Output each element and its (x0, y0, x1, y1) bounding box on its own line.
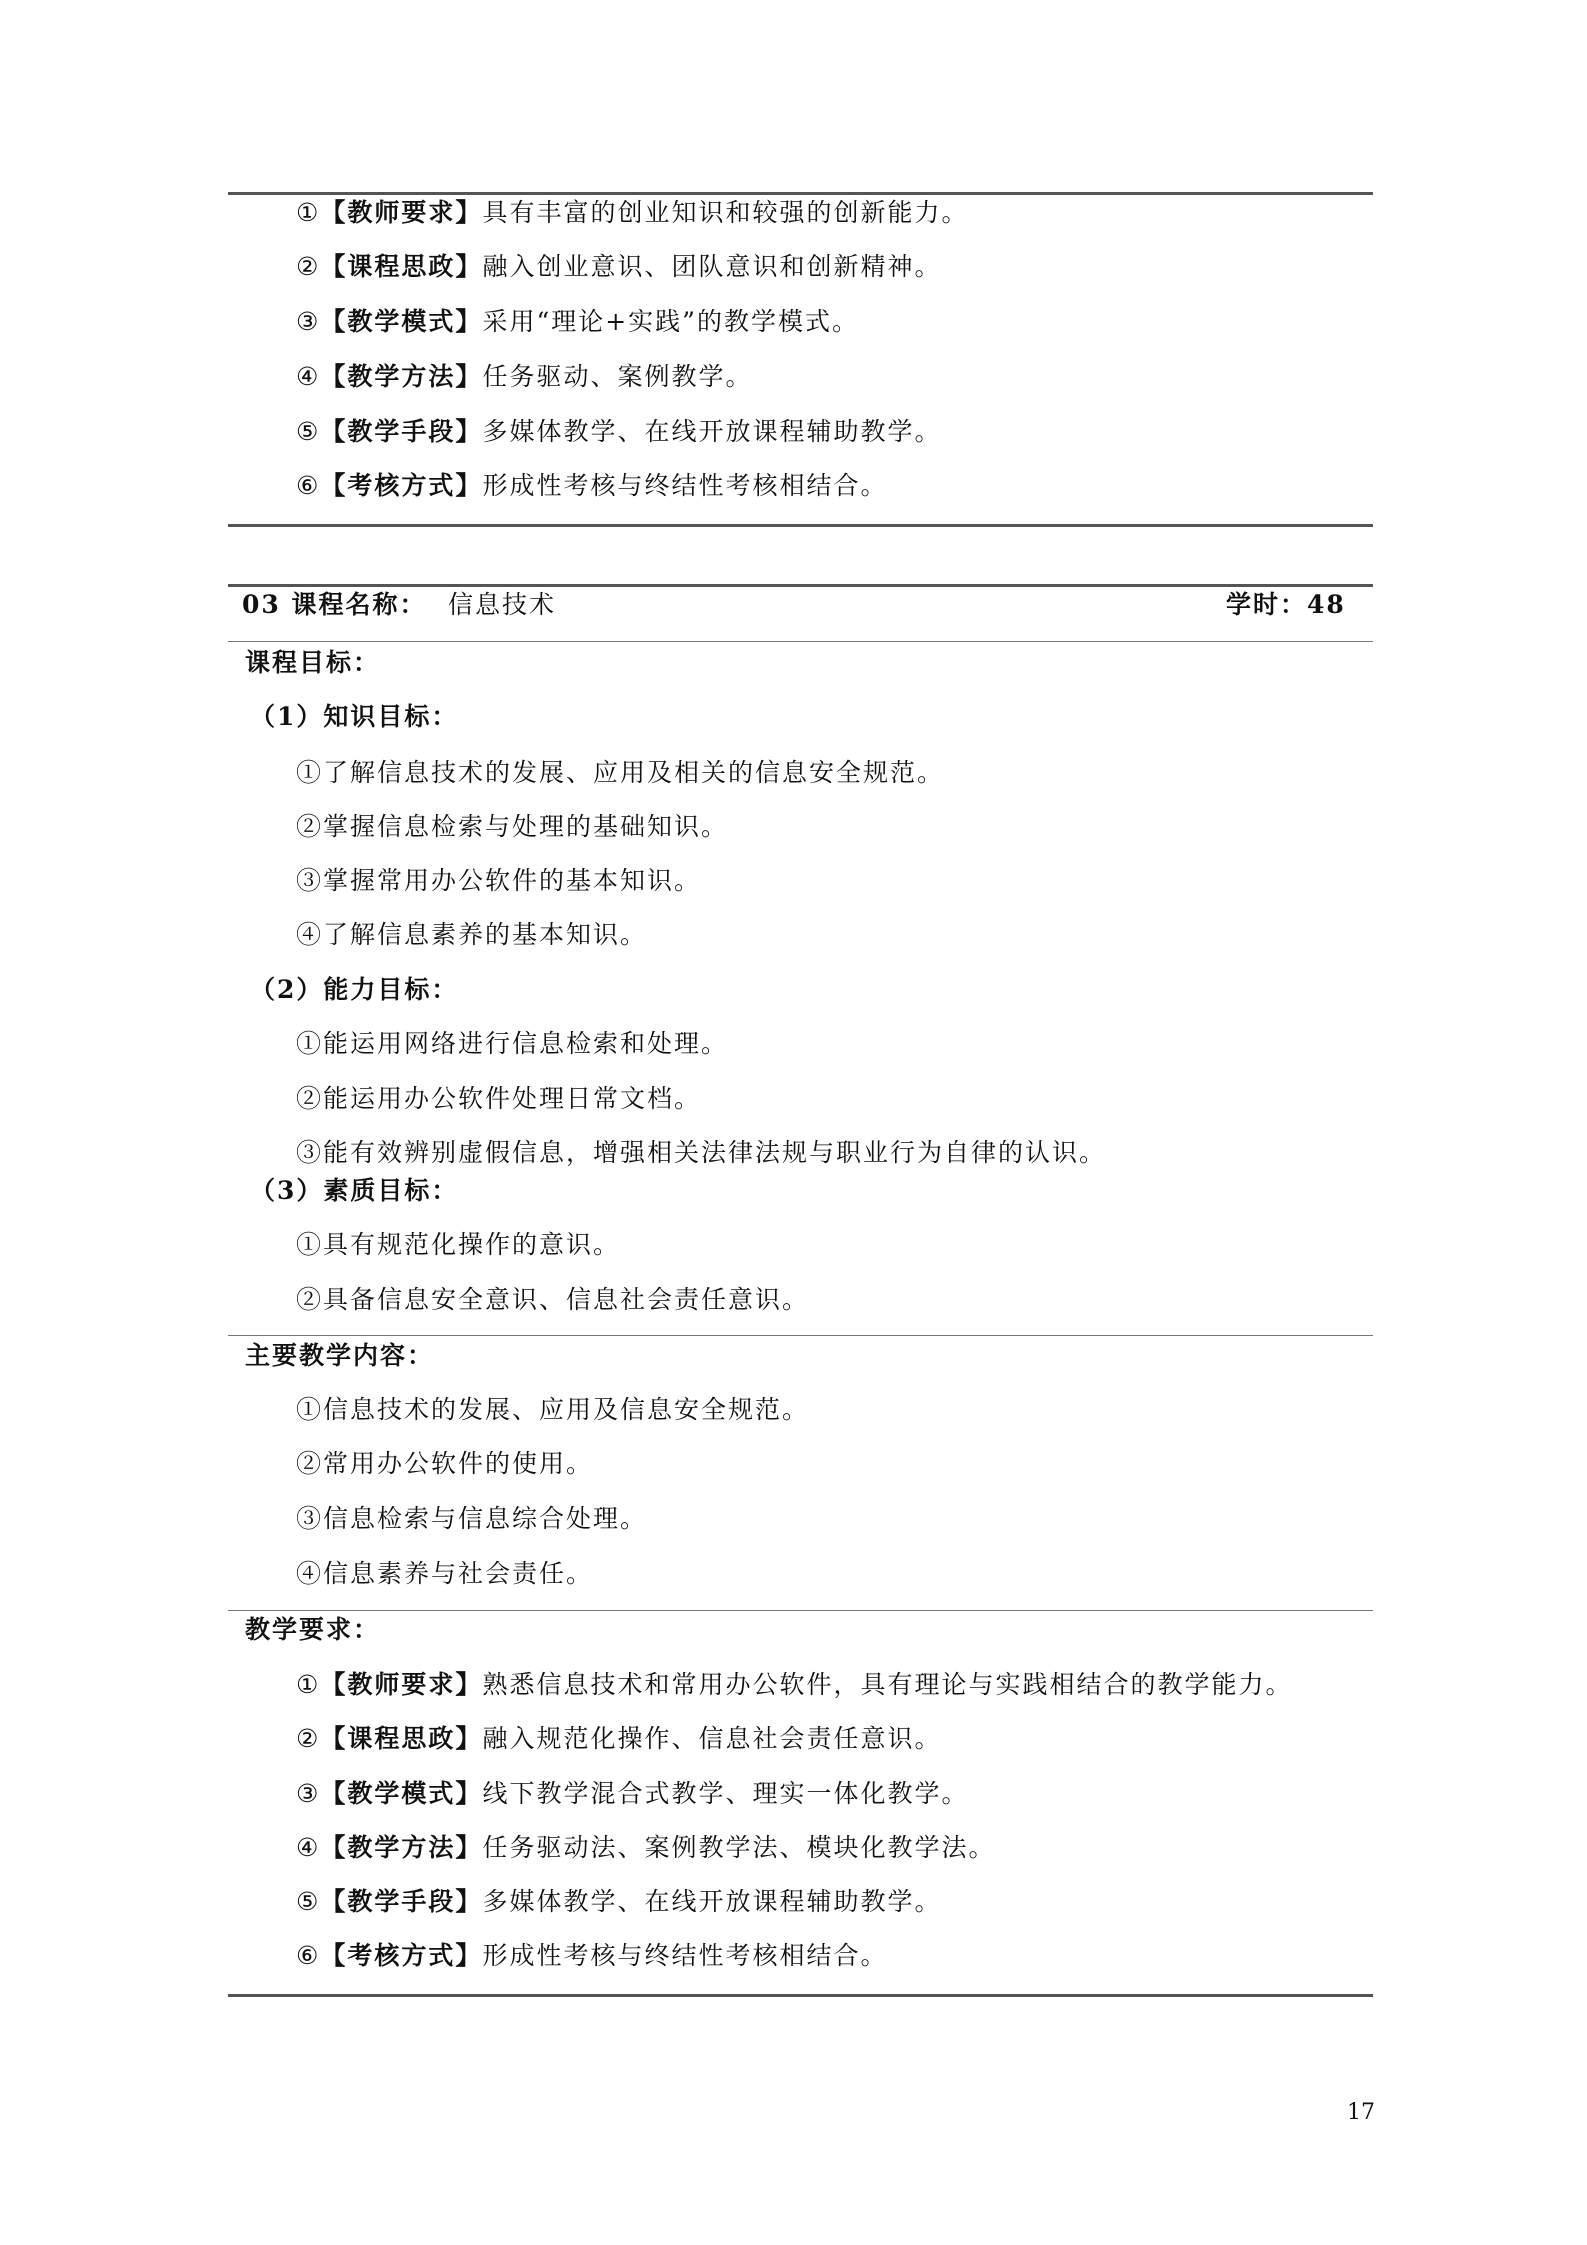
course-name: 信息技术 (448, 590, 557, 619)
requirements-heading: 教学要求： (245, 1615, 381, 1644)
ability-goal-label: （2）能力目标： (250, 975, 459, 1004)
list-item: ③能有效辨别虚假信息，增强相关法律法规与职业行为自律的认识。 (296, 1138, 1107, 1167)
list-item: ①具有规范化操作的意识。 (296, 1230, 621, 1259)
list-item: ③【教学模式】采用“理论+实践”的教学模式。 (296, 307, 859, 336)
goals-heading: 课程目标： (245, 648, 381, 677)
list-item: ⑥【考核方式】形成性考核与终结性考核相结合。 (296, 471, 888, 500)
list-item: ①了解信息技术的发展、应用及相关的信息安全规范。 (296, 758, 945, 787)
list-item: ②【课程思政】融入规范化操作、信息社会责任意识。 (296, 1724, 942, 1753)
list-item: ①信息技术的发展、应用及信息安全规范。 (296, 1395, 810, 1424)
page-number: 17 (1347, 2100, 1375, 2125)
list-item: ⑤【教学手段】多媒体教学、在线开放课程辅助教学。 (296, 417, 942, 446)
list-item: ④【教学方法】任务驱动、案例教学。 (296, 362, 753, 391)
list-item: ③信息检索与信息综合处理。 (296, 1504, 648, 1533)
list-item: ⑥【考核方式】形成性考核与终结性考核相结合。 (296, 1941, 888, 1970)
list-item: ③【教学模式】线下教学混合式教学、理实一体化教学。 (296, 1779, 969, 1808)
top-border (228, 192, 1373, 195)
row-divider (228, 1335, 1373, 1336)
list-item: ②具备信息安全意识、信息社会责任意识。 (296, 1285, 810, 1314)
list-item: ④信息素养与社会责任。 (296, 1559, 594, 1588)
list-item: ④了解信息素养的基本知识。 (296, 920, 648, 949)
block-divider (228, 524, 1373, 527)
course-top-border (228, 584, 1373, 587)
list-item: ②常用办公软件的使用。 (296, 1449, 594, 1478)
list-item: ①【教师要求】具有丰富的创业知识和较强的创新能力。 (296, 198, 969, 227)
list-item: ②掌握信息检索与处理的基础知识。 (296, 812, 729, 841)
list-item: ⑤【教学手段】多媒体教学、在线开放课程辅助教学。 (296, 1887, 942, 1916)
list-item: ②【课程思政】融入创业意识、团队意识和创新精神。 (296, 252, 942, 281)
list-item: ②能运用办公软件处理日常文档。 (296, 1084, 702, 1113)
row-divider (228, 1610, 1373, 1611)
course-hours: 学时：48 (1226, 590, 1346, 619)
list-item: ④【教学方法】任务驱动法、案例教学法、模块化教学法。 (296, 1833, 996, 1862)
quality-goal-label: （3）素质目标： (250, 1176, 459, 1205)
knowledge-goal-label: （1）知识目标： (250, 702, 459, 731)
list-item: ①【教师要求】熟悉信息技术和常用办公软件，具有理论与实践相结合的教学能力。 (296, 1670, 1293, 1699)
row-divider (228, 641, 1373, 642)
course-bottom-border (228, 1994, 1373, 1997)
list-item: ③掌握常用办公软件的基本知识。 (296, 866, 702, 895)
course-name-label: 03 课程名称： (242, 590, 427, 619)
content-heading: 主要教学内容： (245, 1341, 435, 1370)
list-item: ①能运用网络进行信息检索和处理。 (296, 1029, 729, 1058)
